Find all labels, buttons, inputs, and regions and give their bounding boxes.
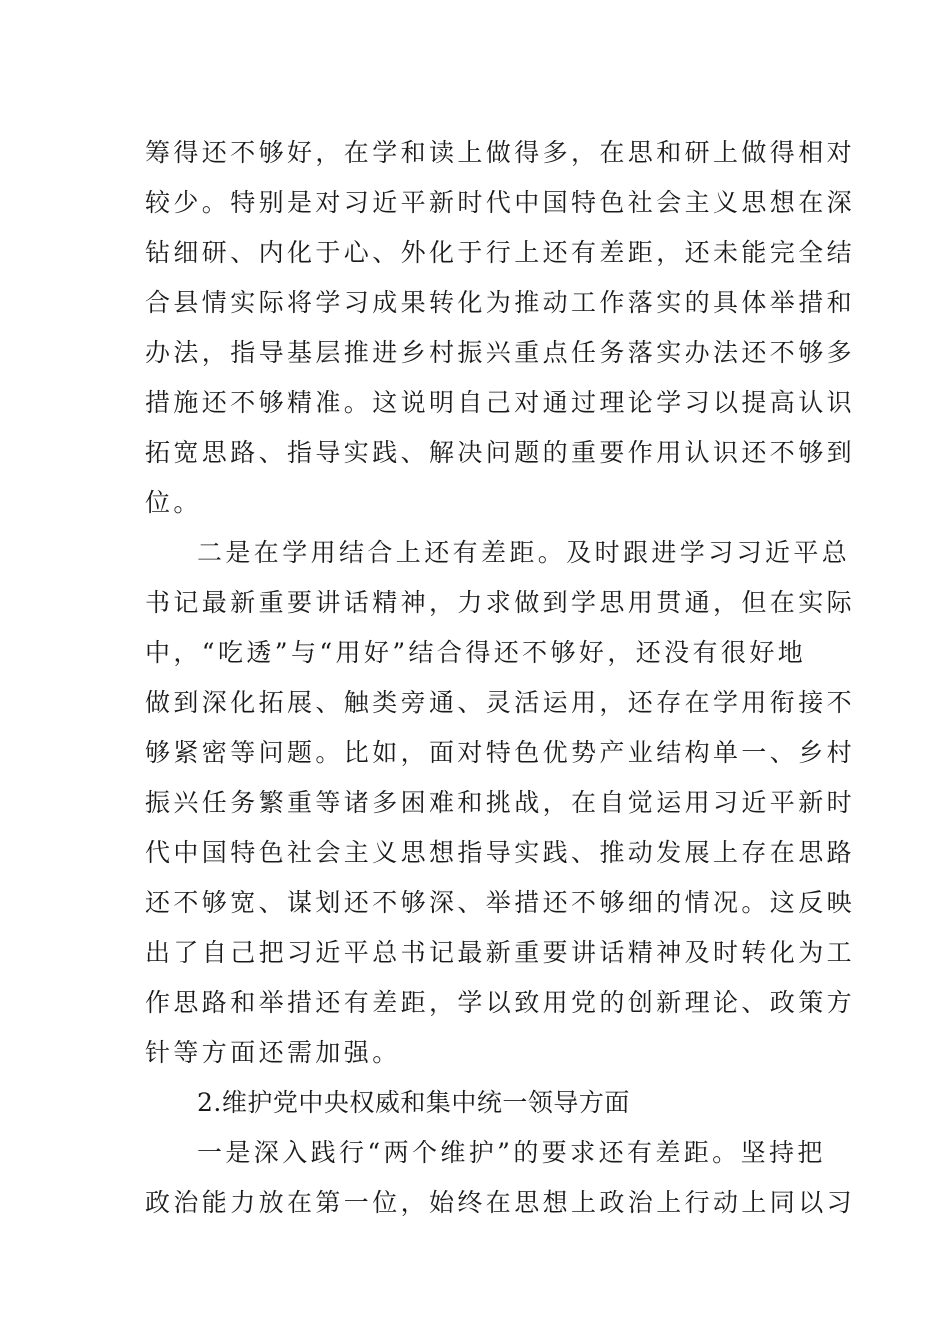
text-line: 筹得还不够好，在学和读上做得多，在思和研上做得相对 <box>145 138 856 167</box>
text-line: 措施还不够精准。这说明自己对通过理论学习以提高认识 <box>145 388 856 417</box>
text-line: 位。 <box>145 488 202 517</box>
text-line: 中，“吃透”与“用好”结合得还不够好，还没有很好地 <box>145 638 807 667</box>
text-line: 出了自己把习近平总书记最新重要讲话精神及时转化为工 <box>145 938 856 967</box>
text-line: 针等方面还需加强。 <box>145 1038 401 1067</box>
text-line: 还不够宽、谋划还不够深、举措还不够细的情况。这反映 <box>145 888 856 917</box>
document-body <box>145 128 856 1228</box>
text-line: 较少。特别是对习近平新时代中国特色社会主义思想在深 <box>145 188 856 217</box>
text-line: 政治能力放在第一位，始终在思想上政治上行动上同以习 <box>145 1188 856 1217</box>
text-line: 做到深化拓展、触类旁通、灵活运用，还存在学用衔接不 <box>145 688 856 717</box>
text-line: 作思路和举措还有差距，学以致用党的创新理论、政策方 <box>145 988 856 1017</box>
text-line: 合县情实际将学习成果转化为推动工作落实的具体举措和 <box>145 288 856 317</box>
text-line: 代中国特色社会主义思想指导实践、推动发展上存在思路 <box>145 838 856 867</box>
text-line: 办法，指导基层推进乡村振兴重点任务落实办法还不够多 <box>145 338 856 367</box>
text-line: 二是在学用结合上还有差距。及时跟进学习习近平总 <box>197 538 851 567</box>
text-line: 拓宽思路、指导实践、解决问题的重要作用认识还不够到 <box>145 438 856 467</box>
section-heading: 2.维护党中央权威和集中统一领导方面 <box>197 1088 630 1117</box>
text-line: 够紧密等问题。比如，面对特色优势产业结构单一、乡村 <box>145 738 856 767</box>
text-line: 钻细研、内化于心、外化于行上还有差距，还未能完全结 <box>145 238 856 267</box>
text-line: 书记最新重要讲话精神，力求做到学思用贯通，但在实际 <box>145 588 856 617</box>
text-line: 振兴任务繁重等诸多困难和挑战，在自觉运用习近平新时 <box>145 788 856 817</box>
text-line: 一是深入践行“两个维护”的要求还有差距。坚持把 <box>197 1138 826 1167</box>
